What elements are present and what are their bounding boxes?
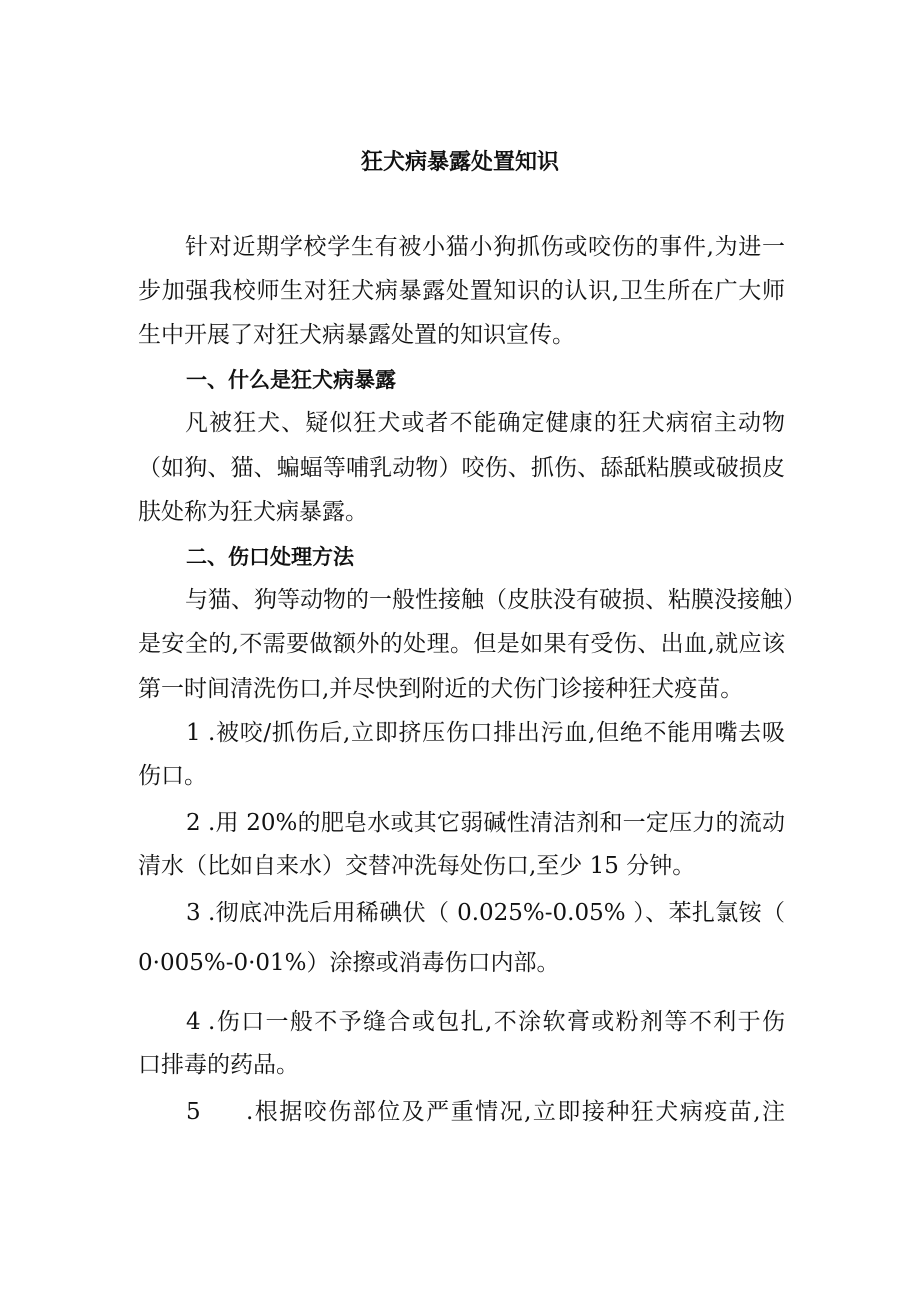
- item-3-number: 3: [186, 900, 201, 926]
- item-2-number: 2: [186, 810, 201, 836]
- page-title: 狂犬病暴露处置知识: [360, 150, 559, 175]
- item-1-line-2: 伤口。: [138, 763, 207, 789]
- section1-line-1: 凡被狂犬、疑似狂犬或者不能确定健康的狂犬病宿主动物: [185, 410, 785, 436]
- section2-line-1: 与猫、狗等动物的一般性接触（皮肤没有破损、粘膜没接触）: [185, 587, 806, 613]
- intro-line-3: 生中开展了对狂犬病暴露处置的知识宣传。: [138, 322, 575, 348]
- section2-line-3: 第一时间清洗伤口,并尽快到附近的犬伤门诊接种狂犬疫苗。: [138, 676, 744, 702]
- section1-line-3: 肤处称为狂犬病暴露。: [138, 499, 368, 525]
- item-1-number: 1: [186, 720, 201, 746]
- item-4-line-1: .伤口一般不予缝合或包扎,不涂软膏或粉剂等不利于伤: [208, 1009, 785, 1035]
- item-4-number: 4: [186, 1009, 201, 1035]
- item-2-line-1: .用 20%的肥皂水或其它弱碱性清洁剂和一定压力的流动: [208, 810, 785, 836]
- item-1-line-1: .被咬/抓伤后,立即挤压伤口排出污血,但绝不能用嘴去吸: [208, 720, 785, 746]
- item-2-line-2: 清水（比如自来水）交替冲洗每处伤口,至少 15 分钟。: [138, 853, 696, 879]
- intro-line-1: 针对近期学校学生有被小猫小狗抓伤或咬伤的事件,为进一: [185, 234, 785, 260]
- section-heading-2: 二、伤口处理方法: [186, 545, 354, 569]
- section2-line-2: 是安全的,不需要做额外的处理。但是如果有受伤、出血,就应该: [138, 631, 785, 657]
- item-4-line-2: 口排毒的药品。: [138, 1052, 299, 1078]
- item-5-line-1: .根据咬伤部位及严重情况,立即接种狂犬病疫苗,注: [246, 1099, 785, 1125]
- intro-line-2: 步加强我校师生对狂犬病暴露处置知识的认识,卫生所在广大师: [138, 278, 785, 304]
- item-3-line-2: 0·005%-0·01%）涂擦或消毒伤口内部。: [138, 950, 560, 976]
- item-3-line-1: .彻底冲洗后用稀碘伏（ 0.025%-0.05% ）、苯扎氯铵（: [208, 900, 785, 926]
- section1-line-2: （如狗、猫、蝙蝠等哺乳动物）咬伤、抓伤、舔舐粘膜或破损皮: [138, 455, 785, 481]
- item-5-number: 5: [186, 1099, 201, 1125]
- section-heading-1: 一、什么是狂犬病暴露: [186, 368, 396, 392]
